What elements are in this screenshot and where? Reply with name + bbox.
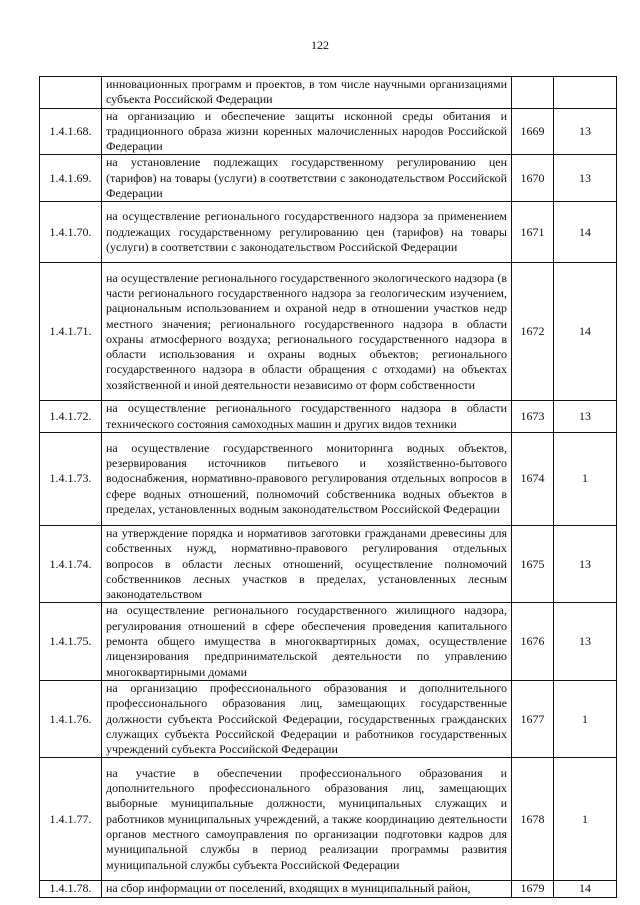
row-value: 13 — [554, 603, 617, 680]
row-value: 14 — [554, 263, 617, 401]
row-description: на сбор информации от поселений, входящих в муниципальный район, — [102, 881, 512, 897]
registry-table — [39, 76, 617, 898]
table-row — [40, 401, 617, 433]
row-value: 14 — [554, 202, 617, 263]
row-description: инновационных программ и проектов, в том числе научными организациями субъекта Российской Федерации — [102, 77, 512, 109]
row-number: 1.4.1.75. — [40, 603, 102, 680]
row-code: 1670 — [512, 155, 554, 202]
row-description: на организацию и обеспечение защиты исконной среды обитания и традиционного образа жизни коренных малочисленных народов Российской Федерации — [102, 108, 512, 155]
row-code: 1679 — [512, 881, 554, 897]
row-number: 1.4.1.69. — [40, 155, 102, 202]
row-value: 1 — [554, 680, 617, 757]
row-value: 13 — [554, 525, 617, 602]
table-row — [40, 758, 617, 881]
row-code: 1672 — [512, 263, 554, 401]
table-row — [40, 603, 617, 680]
row-number: 1.4.1.77. — [40, 758, 102, 881]
row-value: 13 — [554, 108, 617, 155]
table-row — [40, 432, 617, 525]
table-row — [40, 680, 617, 757]
table-row — [40, 202, 617, 263]
row-description: на установление подлежащих государственному регулированию цен (тарифов) на товары (услуги) в соответствии с законодательством Российской Федерации — [102, 155, 512, 202]
row-code: 1674 — [512, 432, 554, 525]
row-number: 1.4.1.70. — [40, 202, 102, 263]
row-code: 1671 — [512, 202, 554, 263]
table-row — [40, 108, 617, 155]
row-description: на утверждение порядка и нормативов заготовки гражданами древесины для собственных нужд, нормативно-правового регулирования отдельных вопросов в области лесных отношений, осуществление полномочий собственников лесных участков в пределах, установленных лесным законодательством — [102, 525, 512, 602]
row-code: 1673 — [512, 401, 554, 433]
row-value: 14 — [554, 881, 617, 897]
row-description: на осуществление государственного мониторинга водных объектов, резервирования источников питьевого и хозяйственно-бытового водоснабжения, нормативно-правового регулирования отдельных вопросов в сфере водных отношений, полномочий собственника водных объектов в пределах, установленных водным законодательством Российской Федерации — [102, 432, 512, 525]
row-number: 1.4.1.78. — [40, 881, 102, 897]
row-description: на организацию профессионального образования и дополнительного профессионального образования лиц, замещающих государственные должности субъекта Российской Федерации, государственных гражданских служащих субъекта Российской Федерации и работников государственных учреждений субъекта Российской Федерации — [102, 680, 512, 757]
row-description: на участие в обеспечении профессионального образования и дополнительного профессионального образования лиц, замещающих выборные муниципальные должности, муниципальных служащих и работников муниципальных учреждений, а также координацию деятельности органов местного самоуправления по организации подготовки кадров для муниципальной службы в период реализации программы развития муниципальной службы субъекта Российской Федерации — [102, 758, 512, 881]
table-row — [40, 77, 617, 109]
row-number: 1.4.1.68. — [40, 108, 102, 155]
row-number: 1.4.1.71. — [40, 263, 102, 401]
table-row — [40, 263, 617, 401]
table-row — [40, 525, 617, 602]
row-code — [512, 77, 554, 109]
row-value: 1 — [554, 432, 617, 525]
row-description: на осуществление регионального государственного надзора в области технического состояния самоходных машин и других видов техники — [102, 401, 512, 433]
row-code: 1677 — [512, 680, 554, 757]
table-row — [40, 881, 617, 897]
row-code: 1675 — [512, 525, 554, 602]
table-row — [40, 155, 617, 202]
row-value: 1 — [554, 758, 617, 881]
row-value: 13 — [554, 155, 617, 202]
row-number: 1.4.1.76. — [40, 680, 102, 757]
row-code: 1676 — [512, 603, 554, 680]
row-description: на осуществление регионального государственного надзора за применением подлежащих государственному регулированию цен (тарифов) на товары (услуги) в соответствии с законодательством Российской Федерации — [102, 202, 512, 263]
row-number: 1.4.1.74. — [40, 525, 102, 602]
row-number: 1.4.1.73. — [40, 432, 102, 525]
row-value — [554, 77, 617, 109]
row-description: на осуществление регионального государственного экологического надзора (в части регионального государственного надзора за геологическим изучением, рациональным использованием и охраной недр в отношении участков недр местного значения; регионального государственного надзора в области охраны атмосферного воздуха; регионального государственного надзора в области использования и охраны водных объектов; регионального государственного надзора в области обращения с отходами) на объектах хозяйственной и иной деятельности независимо от форм собственности — [102, 263, 512, 401]
row-number — [40, 77, 102, 109]
row-description: на осуществление регионального государственного жилищного надзора, регулирования отношений в сфере обеспечения проведения капитального ремонта общего имущества в многоквартирных домах, осуществление лицензирования предпринимательской деятельности по управлению многоквартирными домами — [102, 603, 512, 680]
row-code: 1678 — [512, 758, 554, 881]
page-number: 122 — [311, 38, 329, 52]
row-value: 13 — [554, 401, 617, 433]
row-number: 1.4.1.72. — [40, 401, 102, 433]
row-code: 1669 — [512, 108, 554, 155]
